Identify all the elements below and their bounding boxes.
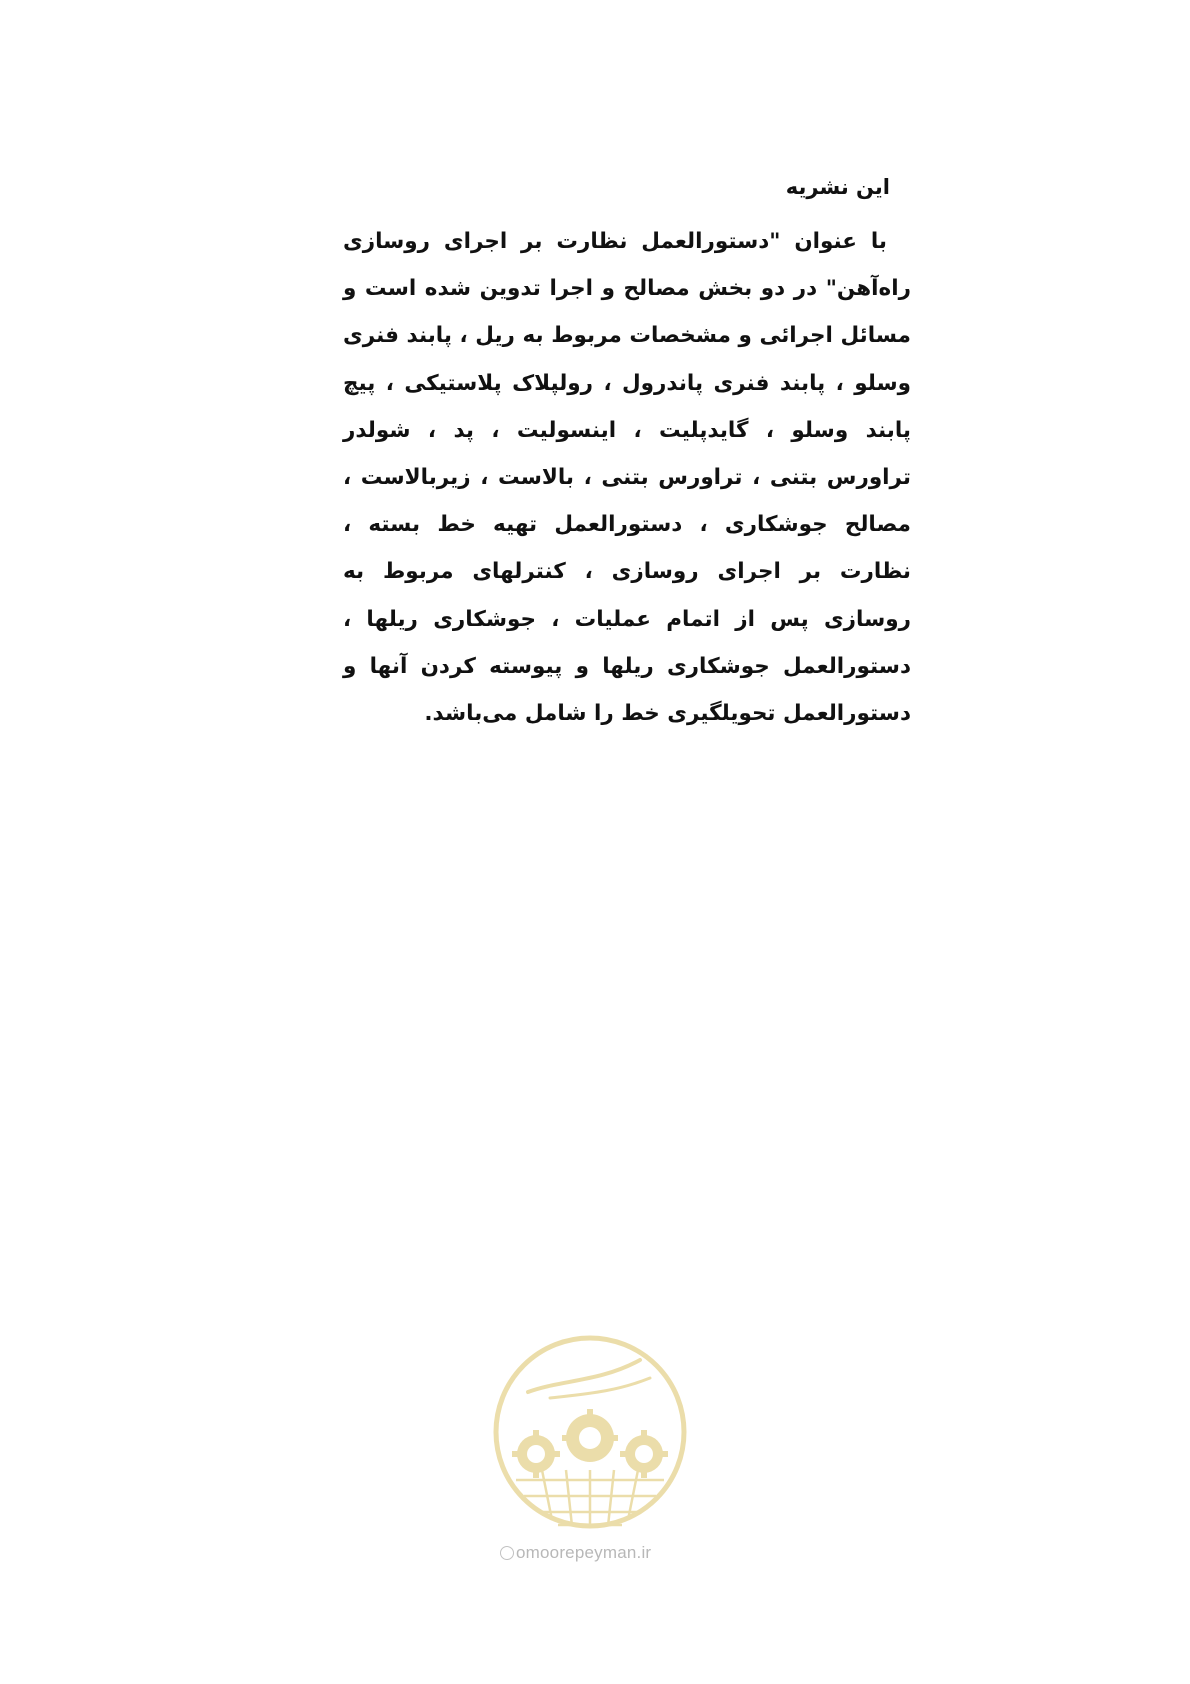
watermark-emblem-icon	[490, 1320, 690, 1550]
document-heading: این نشریه	[785, 175, 890, 199]
document-body-paragraph: با عنوان "دستورالعمل نظارت بر اجرای روسازی راه‌آهن" در دو بخش مصالح و اجرا تدوین شده است و مسائل اجرائی و مشخصات مربوط به ریل ، پابند فنری وسلو ، پابند فنری پاندرول ، رولپلاک پلاستیکی ، پیچ پابند وسلو ، گایدپلیت ، اینسولیت ، پد ، شولدر تراورس بتنی ، تراورس بتنی ، بالاست ، زیربالاست ، مصالح جوشکاری ، دستورالعمل تهیه خط بسته ، نظارت بر اجرای روسازی ، کنترلهای مربوط به روسازی پس از اتمام عملیات ، جوشکاری ریلها ، دستورالعمل جوشکاری ریلها و پیوسته کردن آنها و دستورالعمل تحویلگیری خط را شامل می‌باشد.	[343, 229, 911, 727]
watermark-site-text: omoorepeyman.ir	[516, 1543, 652, 1562]
watermark-logo	[490, 1320, 690, 1560]
watermark-site-label	[500, 1543, 700, 1563]
globe-icon	[500, 1546, 514, 1560]
